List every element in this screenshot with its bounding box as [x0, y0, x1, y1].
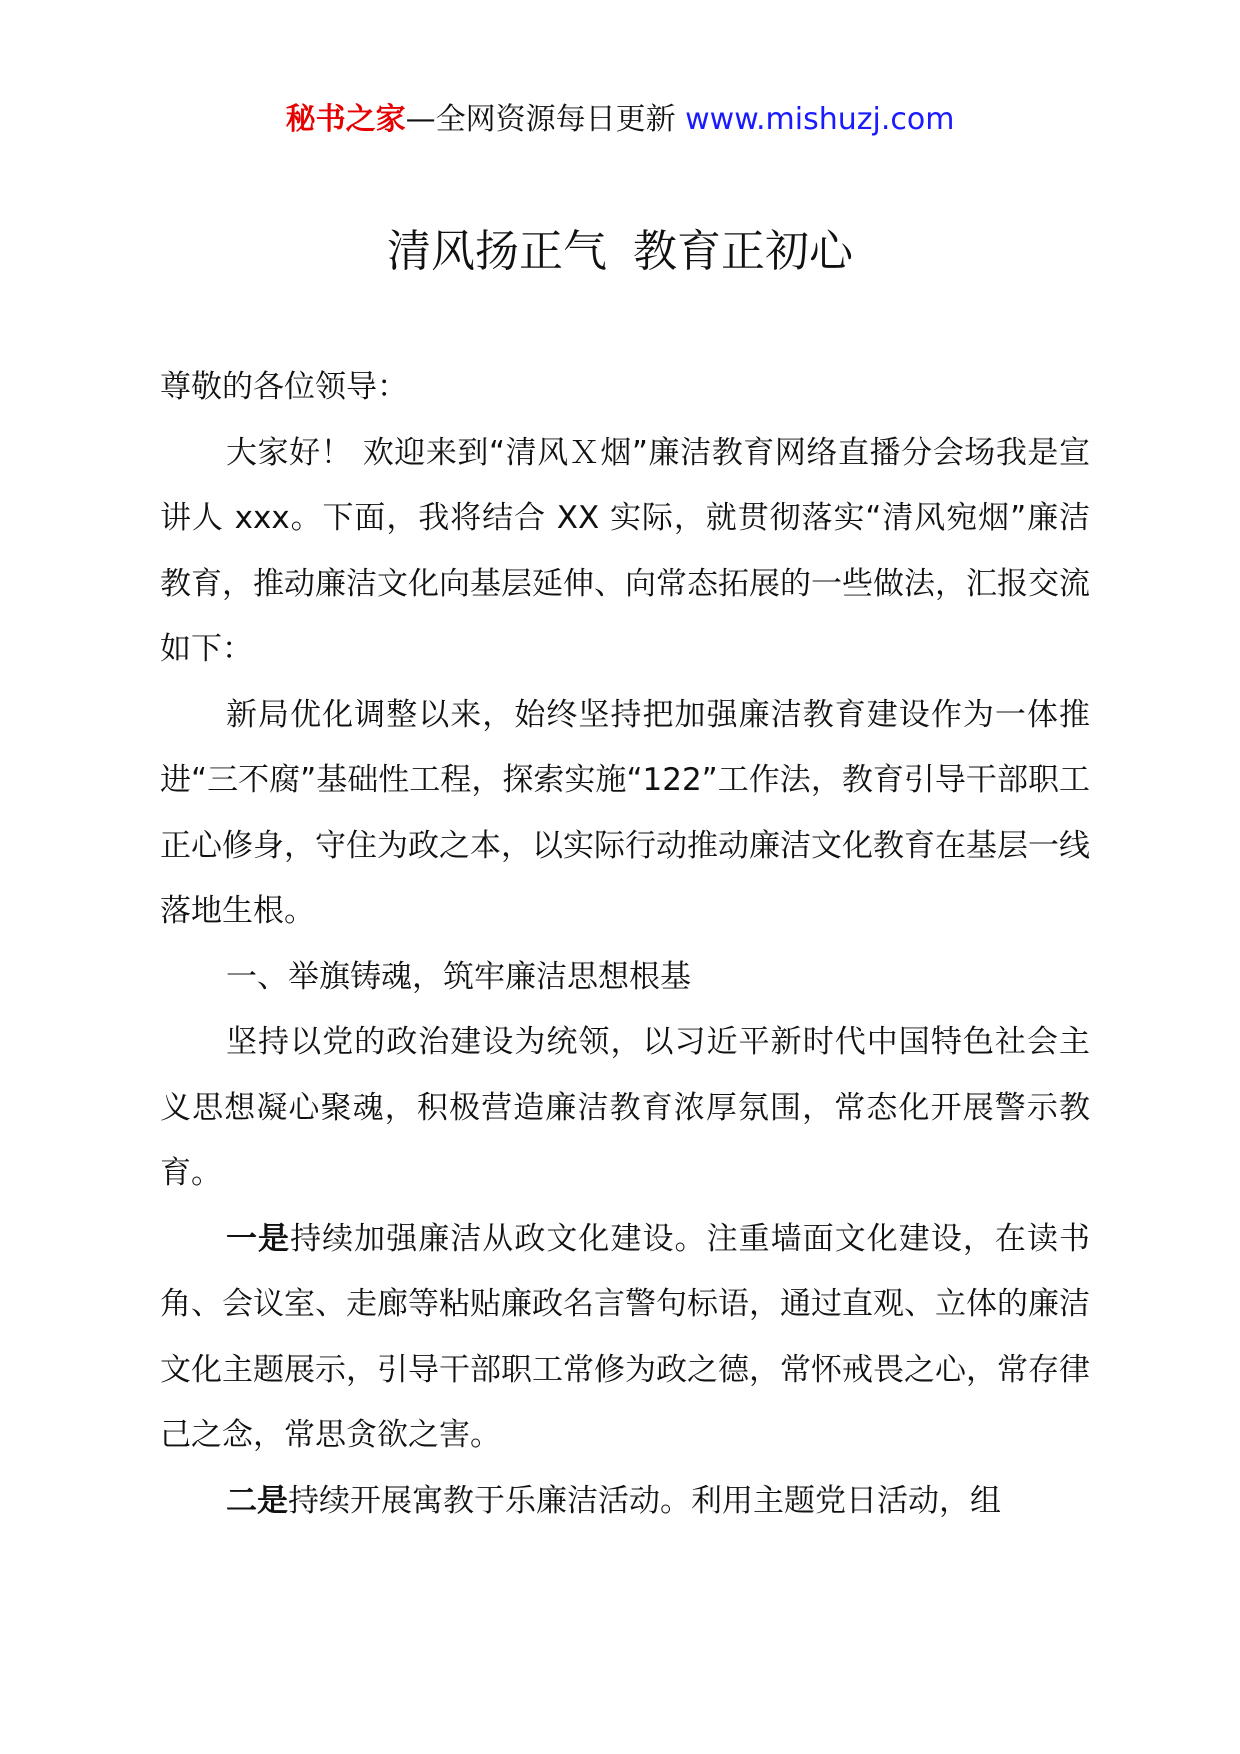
- title-part-2: 教育正初心: [633, 226, 853, 277]
- paragraph-overview: 新局优化调整以来，始终坚持把加强廉洁教育建设作为一体推进“三不腐”基础性工程，探索实施“122”工作法，教育引导干部职工正心修身，守住为政之本，以实际行动推动廉洁文化教育在基层一线落地生根。: [160, 696, 1090, 929]
- list-item-2-lead: 二是: [226, 1482, 288, 1519]
- document-title: [0, 222, 1240, 282]
- title-part-1: 清风扬正气: [387, 226, 607, 277]
- paragraph-section-1: 坚持以党的政治建设为统领，以习近平新时代中国特色社会主义思想凝心聚魂，积极营造廉洁教育浓厚氛围，常态化开展警示教育。: [160, 1024, 1090, 1191]
- list-item-2-text: 持续开展寓教于乐廉洁活动。利用主题党日活动，组: [288, 1482, 1001, 1519]
- salutation: 尊敬的各位领导：: [160, 369, 408, 405]
- page-header: [0, 100, 1240, 140]
- section-heading-1: 一、举旗铸魂，筑牢廉洁思想根基: [226, 958, 691, 995]
- list-item-2: [160, 1469, 1090, 1535]
- document-body: [160, 355, 1090, 1534]
- brand-name: 秘书之家: [285, 102, 406, 137]
- website-link[interactable]: www.mishuzj.com: [685, 102, 955, 137]
- header-slogan: —全网资源每日更新: [405, 102, 676, 137]
- paragraph-greeting: 大家好！ 欢迎来到“清风Ｘ烟”廉洁教育网络直播分会场我是宣讲人 xxx。下面，我将结合 XX 实际，就贯彻落实“清风宛烟”廉洁教育，推动廉洁文化向基层延伸、向常态拓展的一些做法，汇报交流如下：: [160, 434, 1090, 667]
- list-item-1-text: 持续加强廉洁从政文化建设。注重墙面文化建设，在读书角、会议室、走廊等粘贴廉政名言警句标语，通过直观、立体的廉洁文化主题展示，引导干部职工常修为政之德，常怀戒畏之心，常存律己之念，常思贪欲之害。: [160, 1220, 1090, 1453]
- list-item-1-lead: 一是: [226, 1220, 291, 1257]
- list-item-1: [160, 1207, 1090, 1469]
